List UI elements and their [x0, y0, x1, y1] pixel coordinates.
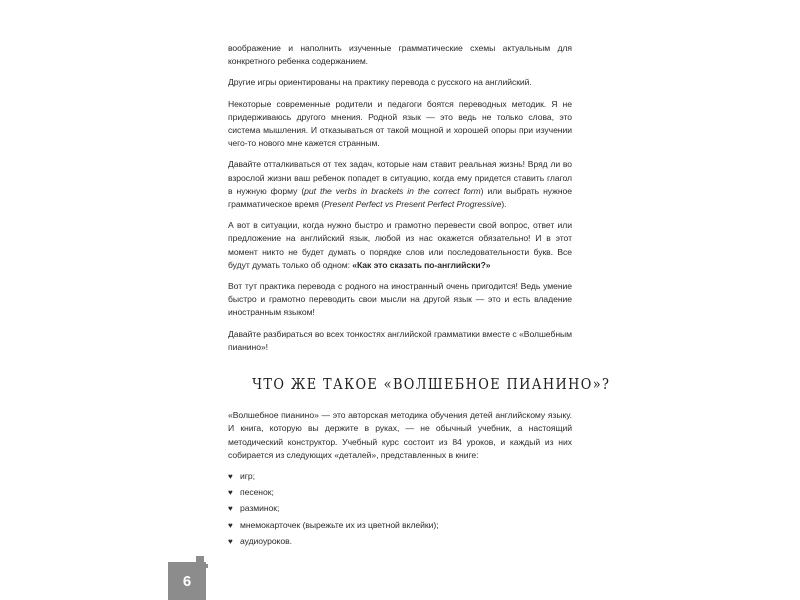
list-item	[228, 470, 572, 483]
paragraph-1: воображение и наполнить изученные грамматические схемы актуальным для конкретного ребенка содержанием.	[228, 43, 572, 67]
paragraph-4-italic-2: Present Perfect vs Present Perfect Progressive	[324, 199, 502, 210]
section-heading: ЧТО ЖЕ ТАКОЕ «ВОЛШЕБНОЕ ПИАНИНО»?	[252, 375, 611, 394]
paragraph-7: Давайте разбираться во всех тонкостях английской грамматики вместе с «Волшебным пианино»!	[228, 328, 572, 352]
list-item-text: аудиоуроков.	[240, 535, 292, 546]
paragraph-2: Другие игры ориентированы на практику перевода с русского на английский.	[228, 77, 532, 88]
paragraph-5-bold: «Как это сказать по-английски?»	[352, 259, 491, 270]
paragraph-3: Некоторые современные родители и педагоги боятся переводных методик. Я не придерживаюсь другого мнения. Родной язык — это ведь не только слова, это система мышления. И отказываться от такой мощной и хорошей опоры при изучении чего-то нового мне кажется странным.	[228, 98, 572, 149]
heart-bullet-icon: ♥	[228, 536, 233, 546]
heart-bullet-icon: ♥	[228, 472, 233, 482]
list-item-text: песенок;	[240, 487, 274, 498]
list-item	[228, 535, 572, 548]
page-body	[228, 42, 611, 551]
paragraph-8: «Волшебное пианино» — это авторская методика обучения детей английскому языку. И книга, которую вы держите в руках, — не обычный учебник, а настоящий методический конструктор. Учебный курс состоит из 84 уроков, и каждый из них собирается из следующих «деталей», представленных в книге:	[228, 410, 572, 460]
components-list	[228, 470, 572, 548]
paragraph-4-text-c: ) или выбрать нужное грамматическое время (	[228, 185, 572, 210]
heart-bullet-icon: ♥	[228, 488, 233, 498]
list-item	[228, 519, 572, 532]
heart-bullet-icon: ♥	[228, 520, 233, 530]
paragraph-4-italic-1: put the verbs in brackets in the correct form	[304, 185, 481, 196]
list-item-text: игр;	[240, 471, 255, 482]
list-item	[228, 486, 572, 499]
heart-bullet-icon: ♥	[228, 504, 233, 514]
paragraph-6: Вот тут практика перевода с родного на иностранный очень пригодится! Ведь умение быстро и грамотно переводить свои мысли на другой язык — это и есть владение иностранным языком!	[228, 281, 572, 318]
paragraph-4	[228, 158, 572, 211]
paragraph-4-text-a: Давайте отталкиваться от тех задач, которые нам ставит реальная жизнь! Вряд ли во взрослой жизни ваш ребенок попадет в ситуацию, когда ему придется ставить глагол в нужную форму (	[228, 159, 572, 196]
list-item	[228, 502, 572, 515]
list-item-text: разминок;	[240, 503, 280, 514]
page-number: 6	[168, 562, 206, 600]
paragraph-4-text-e: ).	[501, 199, 507, 210]
paragraph-5	[228, 219, 572, 272]
paragraph-5-text: А вот в ситуации, когда нужно быстро и грамотно перевести свой вопрос, ответ или предложение на английский язык, любой из нас окажется обязательно! И в этот момент никто не будет думать о порядке слов или последовательности букв. Все будут думать только об одном:	[228, 220, 572, 270]
list-item-text: мнемокарточек (вырежьте их из цветной вклейки);	[240, 519, 439, 530]
